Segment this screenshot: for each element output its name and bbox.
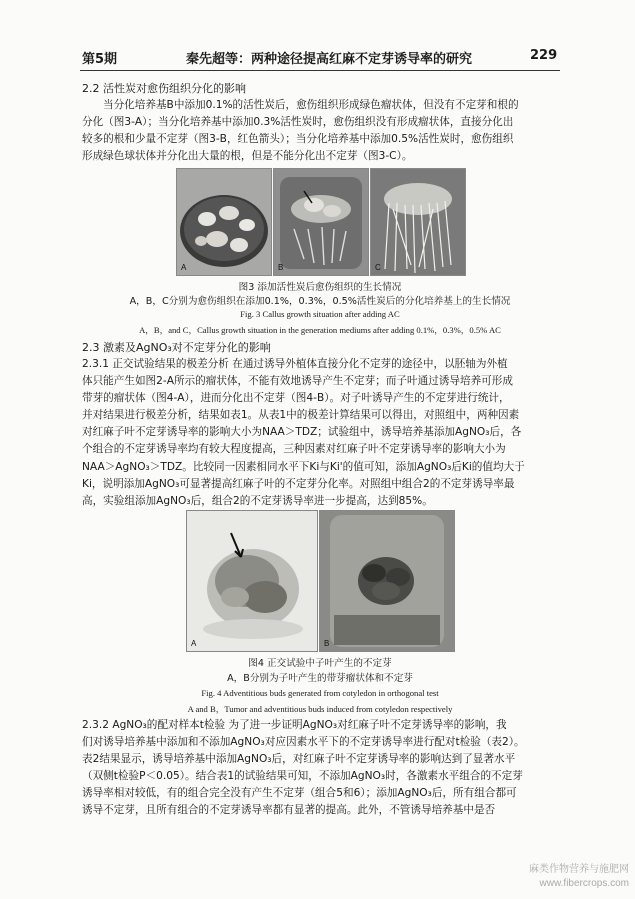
section-2-3-heading: 2.3 激素及AgNO₃对不定芽分化的影响: [82, 341, 271, 354]
panel-label-a: A: [181, 263, 187, 272]
page-number: 229: [530, 48, 558, 63]
section-2-3-2-paragraph: [82, 717, 560, 820]
figure-3-caption-cn: 图3 添加活性炭后愈伤组织的生长情况: [238, 282, 402, 293]
paragraph-line: 2.3.1 正交试验结果的极差分析 在通过诱导外植体直接分化不定芽的途径中，以胚轴为外植: [82, 358, 508, 370]
section-2-2-heading: 2.2 活性炭对愈伤组织分化的影响: [82, 82, 246, 95]
section-2-2-paragraph: [82, 97, 560, 165]
panel-label-b: B: [278, 263, 284, 272]
running-title: 秦先超等：两种途径提高红麻不定芽诱导率的研究: [186, 52, 473, 67]
panel-label-a: A: [191, 639, 197, 648]
figure-4-subcaption-cn: A，B分别为子叶产生的带芽瘤状体和不定芽: [227, 673, 413, 684]
issue-number: 第5期: [82, 52, 118, 67]
paragraph-line: 带芽的瘤状体（图4-A），进而分化出不定芽（图4-B）。对子叶诱导产生的不定芽进行统计，: [82, 392, 510, 405]
header-rule: [80, 70, 560, 71]
paragraph-line: 高，实验组添加AgNO₃后，组合2的不定芽诱导率进一步提高，达到85%。: [82, 494, 433, 507]
paragraph-line: 当分化培养基B中添加0.1%的活性炭后，愈伤组织形成绿色瘤状体，但没有不定芽和根的: [103, 99, 519, 111]
paragraph-line: 分化（图3-A）；当分化培养基中添加0.3%活性炭时，愈伤组织没有形成瘤状体，直接分化出: [82, 116, 514, 129]
paragraph-line: 较多的根和少量不定芽（图3-B，红色箭头）；当分化培养基中添加0.5%活性炭时，愈伤组织: [82, 133, 514, 146]
paragraph-line: 诱导率相对较低，有的组合完全没有产生不定芽（组合5和6）；添加AgNO₃后，所有组合都可: [82, 787, 517, 800]
paragraph-line: （双侧t检验P＜0.05）。结合表1的试验结果可知，不添加AgNO₃时，各激素水平组合的不定芽: [82, 770, 523, 783]
section-2-3-1-paragraph: [82, 356, 560, 510]
petri-dish-callus-image: [177, 169, 271, 275]
tumor-with-buds-image: [187, 511, 317, 651]
paragraph-line: 诱导不定芽，且所有组合的不定芽诱导率都有显著的提高。此外，不管诱导培养基中是否: [82, 804, 496, 817]
figure-4-subcaption-en: A and B，Tumor and adventitious buds induced from cotyledon respectively: [187, 704, 453, 714]
jar-roots-buds-image: [274, 169, 368, 275]
paragraph-line: NAA＞AgNO₃＞TDZ。比较同一因素相同水平下Ki与Ki'的值可知，添加AgNO₃后Ki的值均大于: [82, 460, 525, 473]
paragraph-line: 对红麻子叶不定芽诱导率的影响大小为NAA＞TDZ；试验组中，诱导培养基添加AgNO₃后，各: [82, 426, 522, 439]
figure-3-photo-a: [176, 168, 272, 276]
paragraph-line: 体只能产生如图2-A所示的瘤状体，不能有效地诱导产生不定芽；而子叶通过诱导培养可形成: [82, 375, 513, 388]
paragraph-line: 表2结果显示，诱导培养基中添加AgNO₃后，对红麻子叶不定芽诱导率的影响达到了显著水平: [82, 753, 516, 766]
paragraph-line: 个组合的不定芽诱导率均有较大程度提高，三种因素对红麻子叶不定芽诱导率的影响大小为: [82, 443, 506, 456]
paragraph-line: 2.3.2 AgNO₃的配对样本t检验 为了进一步证明AgNO₃对红麻子叶不定芽诱导率的影响，我: [82, 719, 507, 731]
watermark-url: www.fibercrops.com: [539, 878, 629, 889]
panel-label-b: B: [324, 639, 330, 648]
jar-many-roots-image: [371, 169, 465, 275]
figure-3-photo-c: [370, 168, 466, 276]
figure-4-photo-b: [319, 510, 455, 652]
watermark-cn: 麻类作物营养与施肥网: [529, 864, 629, 875]
figure-4-photo-a: [186, 510, 318, 652]
figure-4-caption-cn: 图4 正交试验中子叶产生的不定芽: [248, 658, 392, 669]
paragraph-line: 形成绿色球状体并分化出大量的根，但是不能分化出不定芽（图3-C）。: [82, 150, 413, 163]
paragraph-line: 们对诱导培养基中添加和不添加AgNO₃对应因素水平下的不定芽诱导率进行配对t检验（表2）。: [82, 736, 525, 749]
figure-3-photo-b: [273, 168, 369, 276]
figure-3-subcaption-cn: A，B，C分别为愈伤组织在添加0.1%，0.3%，0.5%活性炭后的分化培养基上的生长情况: [129, 296, 511, 307]
adventitious-buds-jar-image: [320, 511, 454, 651]
figure-4-caption-en: Fig. 4 Adventitious buds generated from cotyledon in orthogonal test: [201, 688, 439, 698]
panel-label-c: C: [375, 263, 381, 272]
paragraph-line: 并对结果进行极差分析，结果如表1。从表1中的极差计算结果可以得出，对照组中，两种因素: [82, 409, 520, 422]
paragraph-line: Ki，说明添加AgNO₃可显著提高红麻子叶的不定芽分化率。对照组中组合2的不定芽诱导率最: [82, 477, 515, 490]
figure-3-caption-en: Fig. 3 Callus growth situation after adding AC: [240, 309, 400, 319]
figure-3-subcaption-en: A，B，and C，Callus growth situation in the generation mediums after adding 0.1%，0.3%，0.5% AC: [139, 325, 501, 335]
